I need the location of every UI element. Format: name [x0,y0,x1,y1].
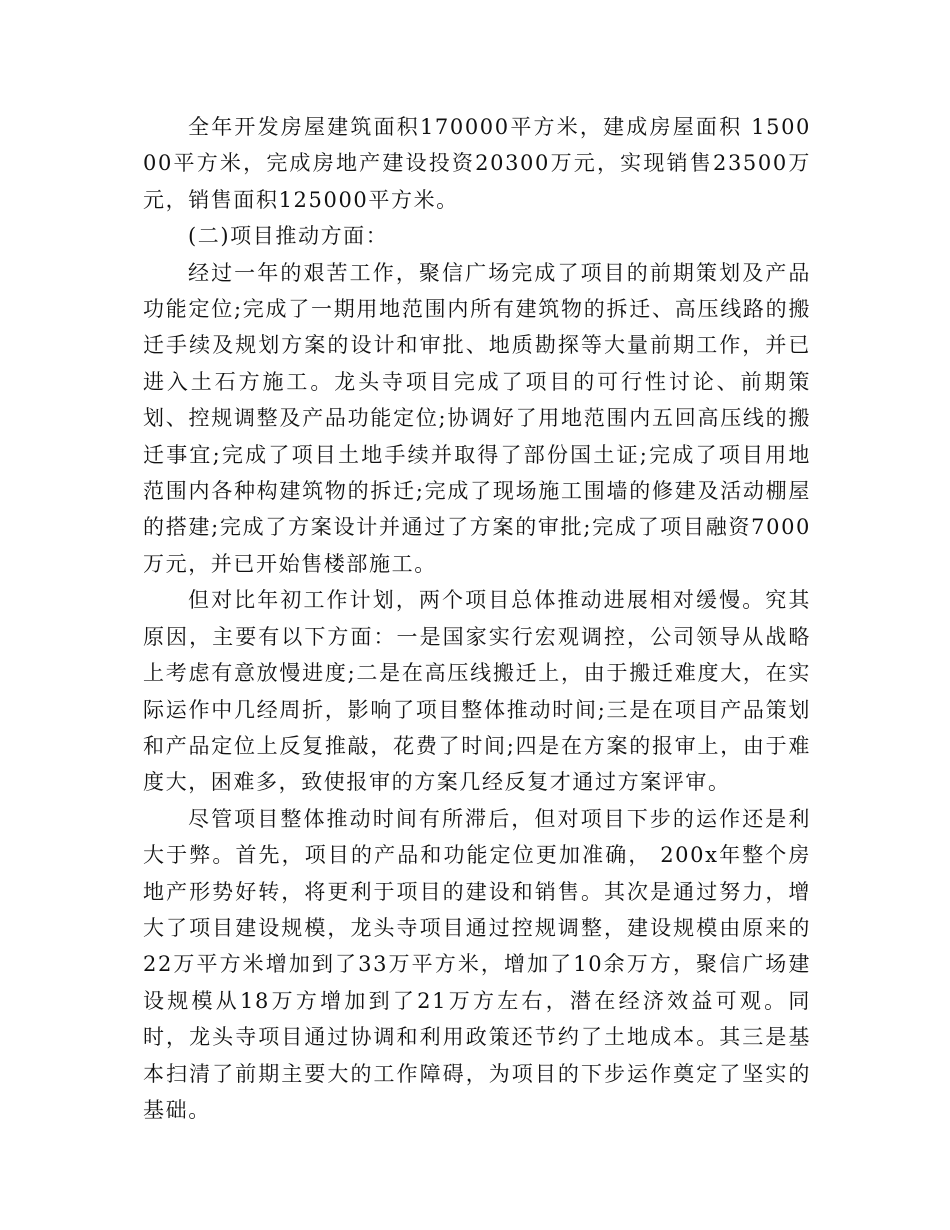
section-heading-project-progress: (二)项目推动方面： [188,224,389,249]
paragraph-project-achievements: 经过一年的艰苦工作，聚信广场完成了项目的前期策划及产品功能定位;完成了一期用地范围内所有建筑物的拆迁、高压线路的搬迁手续及规划方案的设计和审批、地质勘探等大量前期工作，并已进入土石方施工。龙头寺项目完成了项目的可行性讨论、前期策划、控规调整及产品功能定位;协调好了用地范围内五回高压线的搬迁事宜;完成了项目土地手续并取得了部份国土证;完成了项目用地范围内各种构建筑物的拆迁;完成了现场施工围墙的修建及活动棚屋的搭建;完成了方案设计并通过了方案的审批;完成了项目融资7000万元，并已开始售楼部施工。 [143,260,811,576]
paragraph-benefits: 尽管项目整体推动时间有所滞后，但对项目下步的运作还是利大于弊。首先，项目的产品和功能定位更加准确， 200x年整个房地产形势好转，将更利于项目的建设和销售。其次是通过努力，增大了项目建设规模，龙头寺项目通过控规调整，建设规模由原来的22万平方米增加到了33万平方米，增加了10余万方，聚信广场建设规模从18万方增加到了21万方左右，潜在经济效益可观。同时，龙头寺项目通过协调和利用政策还节约了土地成本。其三是基本扫清了前期主要大的工作障碍，为项目的下步运作奠定了坚实的基础。 [143,806,811,1122]
paragraph-delay-reasons: 但对比年初工作计划，两个项目总体推动进展相对缓慢。究其原因，主要有以下方面：一是国家实行宏观调控，公司领导从战略上考虑有意放慢进度;二是在高压线搬迁上，由于搬迁难度大，在实际运作中几经周折，影响了项目整体推动时间;三是在项目产品策划和产品定位上反复推敲，花费了时间;四是在方案的报审上，由于难度大，困难多，致使报审的方案几经反复才通过方案评审。 [143,588,811,795]
paragraph-output-summary: 全年开发房屋建筑面积170000平方米，建成房屋面积 150000平方米，完成房地产建设投资20300万元，实现销售23500万元，销售面积125000平方米。 [143,115,811,212]
document-body [143,109,811,1128]
